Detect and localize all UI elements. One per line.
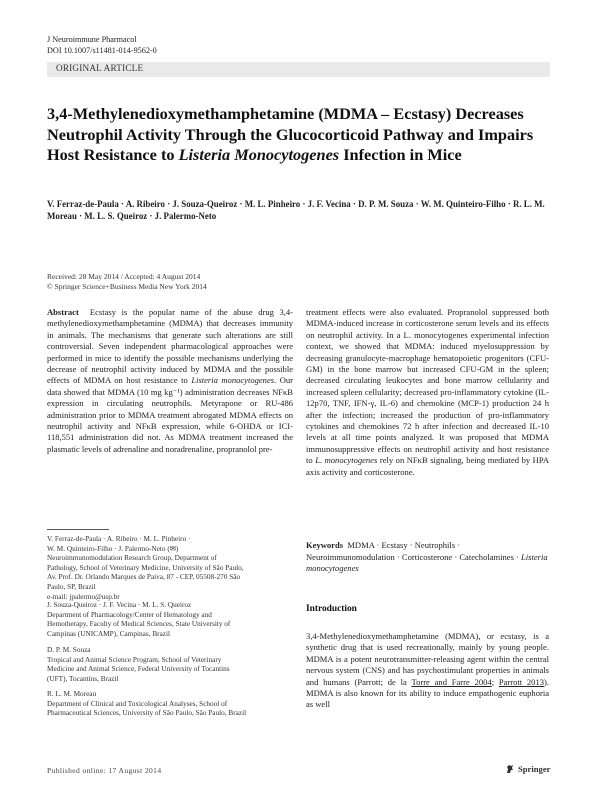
abstract-label: Abstract <box>47 307 79 317</box>
introduction-heading: Introduction <box>306 604 357 614</box>
article-title: 3,4-Methylenedioxymethamphetamine (MDMA – Ecstasy) Decreases Neutrophil Activity Through the Glucocorticoid Pathway and Impairs Host Resistance to Listeria Monocytogenes Infection in Mice <box>47 104 534 165</box>
affiliation-4: R. L. M. Moreau Department of Clinical and Toxicological Analyses, School of Pharmaceutical Sciences, University of São Paulo, São Paulo, Brazil <box>47 690 247 718</box>
affiliation-3: D. P. M. Souza Tropical and Animal Science Program, School of Veterinary Medicine and Animal Science, Federal University of Tocantins (UFT), Tocantins, Brazil <box>47 646 230 683</box>
keywords: Keywords MDMA · Ecstasy · Neutrophils · Neuroimmunomodulation · Corticosterone · Catecholamines · Listeria monocytogenes <box>306 540 548 574</box>
springer-horse-icon <box>505 764 515 774</box>
publisher-logo <box>505 764 550 774</box>
abstract-column-right: treatment effects were also evaluated. Propranolol suppressed both MDMA-induced increase in corticosterone serum levels and its effects on neutrophil activity. In a L. monocytogenes experimental infection context, we showed that MDMA: induced myelosuppression by decreasing granulocyte-macrophage hematopoietic progenitors (CFU-GM) in the bone marrow but increased CFU-GM in the spleen; decreased circulating leukocytes and bone marrow cellularity and increased spleen cellularity; decreased pro-inflammatory cytokine (IL-12p70, TNF, IFN-γ, IL-6) and chemokine (MCP-1) production 24 h after the infection; increased the production of pro-inflammatory cytokines and chemokines 72 h after infection and decreased IL-10 levels at all time points analyzed. It was proposed that MDMA immunosuppressive effects on neutrophil activity and host resistance to L. monocytogenes rely on NFκB signaling, being mediated by HPA axis activity and corticosterone. <box>306 307 549 477</box>
publisher-name: Springer <box>518 764 551 774</box>
article-type-band <box>47 62 550 77</box>
keywords-label: Keywords <box>306 540 344 550</box>
published-online: Published online: 17 August 2014 <box>47 766 162 775</box>
article-dates <box>47 272 207 292</box>
abstract-column-left: Abstract Ecstasy is the popular name of the abuse drug 3,4-methylenedioxymethamphetamine (MDMA) that decreases immunity in animals. The mechanisms that generate such alterations are still controversial. Seven independent pharmacological approaches were performed in mice to identify the possible mechanisms underlying the decrease of neutrophil activity induced by MDMA and the possible effects of MDMA on host resistance to Listeria monocytogenes. Our data showed that MDMA (10 mg kg⁻¹) administration decreases NFκB expression in circulating neutrophils. Metyrapone or RU-486 administration prior to MDMA treatment abrogated MDMA effects on neutrophil activity and NFκB expression, while 6-OHDA or ICI-118,551 administration did not. As MDMA treatment increased the plasmatic levels of adrenaline and noradrenaline, propranolol pre- <box>47 307 293 454</box>
author-list: V. Ferraz-de-Paula · A. Ribeiro · J. Souza-Queiroz · M. L. Pinheiro · J. F. Vecina · D. P. M. Souza · W. M. Quinteiro-Filho · R. L. M. Moreau · M. L. S. Queiroz · J. Palermo-Neto <box>47 199 545 222</box>
running-header <box>47 34 157 56</box>
journal-name: J Neuroimmune Pharmacol <box>47 35 137 44</box>
affiliation-2: J. Souza-Queiroz · J. F. Vecina · M. L. S. Queiroz Department of Pharmacology/Center of Hematology and Hemotherapy, Faculty of Medical Sciences, State University of Campinas (UNICAMP), Campinas, Brazil <box>47 601 231 638</box>
received-accepted: Received: 28 May 2014 / Accepted: 4 August 2014 <box>47 272 201 281</box>
copyright: © Springer Science+Business Media New York 2014 <box>47 282 207 291</box>
introduction-text: 3,4-Methylenedioxymethamphetamine (MDMA), or ecstasy, is a synthetic drug that is used recreationally, mainly by young people. MDMA is a potent neurotransmitter-releasing agent within the central nervous system (CNS) and has psychostimulant properties in animals and humans (Parrott; de la Torre and Farre 2004; Parrott 2013). MDMA is also known for its ability to induce empathogenic euphoria as well <box>306 631 549 710</box>
affiliation-1: V. Ferraz-de-Paula · A. Ribeiro · M. L. Pinheiro · W. M. Quinteiro-Filho · J. Palermo-Neto (✉) Neuroimmunomodulation Research Group, Department of Pathology, School of Veterinary Medicine, University of São Paulo, Av. Prof. Dr. Orlando Marques de Paiva, 87 - CEP, 05508-270 São Paulo, SP, Brazil e-mail: jpalermo@usp.br <box>47 535 244 601</box>
citation-link-torre-farre[interactable]: Torre and Farre 2004 <box>411 676 492 687</box>
footnote-rule <box>47 529 109 530</box>
citation-link-parrott[interactable]: Parrott 2013 <box>498 676 545 687</box>
article-type: ORIGINAL ARTICLE <box>56 63 144 73</box>
doi: DOI 10.1007/s11481-014-9562-0 <box>47 46 157 55</box>
